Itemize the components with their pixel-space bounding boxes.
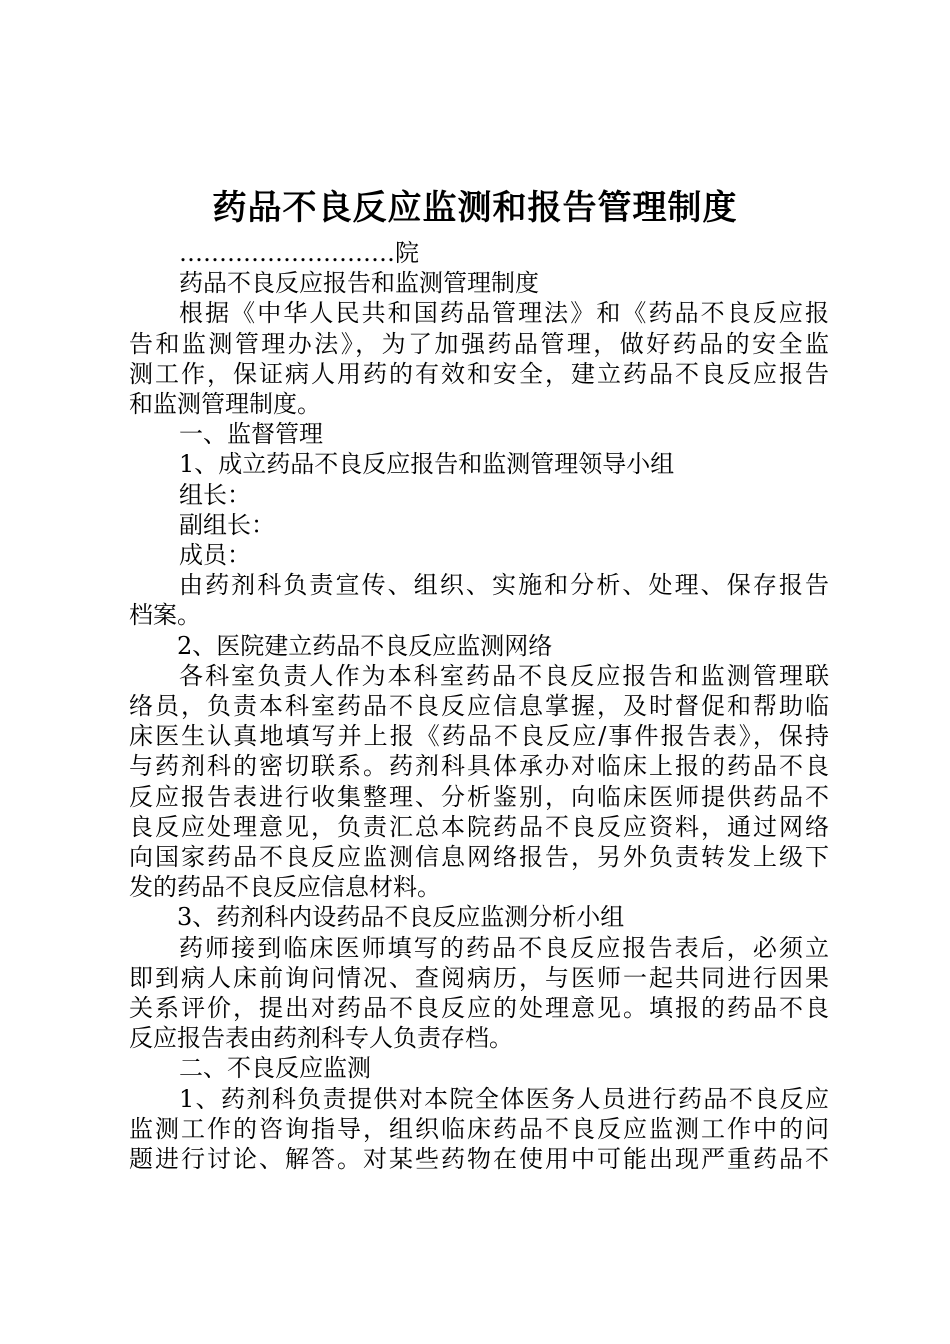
paragraph-line: 络员，负责本科室药品不良反应信息掌握，及时督促和帮助临 xyxy=(129,692,829,721)
paragraph-line: 根据《中华人民共和国药品管理法》和《药品不良反应报 xyxy=(179,299,829,328)
hospital-name-line: ………………………院 xyxy=(179,239,419,267)
paragraph-line: 反应报告表由药剂科专人负责存档。 xyxy=(129,1024,513,1053)
paragraph-line: 和监测管理制度。 xyxy=(129,390,321,419)
subsection-heading: 1、成立药品不良反应报告和监测管理领导小组 xyxy=(179,450,675,479)
paragraph-line: 关系评价，提出对药品不良反应的处理意见。填报的药品不良 xyxy=(129,994,829,1023)
paragraph-line: 档案。 xyxy=(129,601,201,630)
paragraph-line: 题进行讨论、解答。对某些药物在使用中可能出现严重药品不 xyxy=(129,1145,829,1174)
subsection-heading: 2、医院建立药品不良反应监测网络 xyxy=(177,631,553,660)
field-line: 副组长： xyxy=(179,510,275,539)
paragraph-line: 发的药品不良反应信息材料。 xyxy=(129,873,441,902)
paragraph-line: 告和监测管理办法》，为了加强药品管理，做好药品的安全监 xyxy=(129,329,829,358)
section-heading: 一、监督管理 xyxy=(179,420,323,449)
paragraph-line: 1、药剂科负责提供对本院全体医务人员进行药品不良反应 xyxy=(179,1084,829,1113)
section-heading: 二、不良反应监测 xyxy=(179,1054,371,1083)
document-title: 药品不良反应监测和报告管理制度 xyxy=(212,188,738,228)
paragraph-line: 由药剂科负责宣传、组织、实施和分析、处理、保存报告 xyxy=(179,571,829,600)
paragraph-line: 测工作，保证病人用药的有效和安全，建立药品不良反应报告 xyxy=(129,359,829,388)
subsection-heading: 3、药剂科内设药品不良反应监测分析小组 xyxy=(177,903,625,932)
document-body xyxy=(129,238,829,1174)
paragraph-line: 良反应处理意见，负责汇总本院药品不良反应资料，通过网络 xyxy=(129,812,829,841)
paragraph-line: 各科室负责人作为本科室药品不良反应报告和监测管理联 xyxy=(179,661,829,690)
paragraph-line: 向国家药品不良反应监测信息网络报告，另外负责转发上级下 xyxy=(129,843,829,872)
field-line: 组长： xyxy=(179,480,251,509)
field-line: 成员： xyxy=(179,541,251,570)
paragraph-line: 即到病人床前询问情况、查阅病历，与医师一起共同进行因果 xyxy=(129,963,829,992)
paragraph-line: 监测工作的咨询指导，组织临床药品不良反应监测工作中的问 xyxy=(129,1114,829,1143)
paragraph-line: 反应报告表进行收集整理、分析鉴别，向临床医师提供药品不 xyxy=(129,782,829,811)
paragraph-line: 床医生认真地填写并上报《药品不良反应/事件报告表》，保持 xyxy=(129,722,829,751)
paragraph-line: 与药剂科的密切联系。药剂科具体承办对临床上报的药品不良 xyxy=(129,752,829,781)
subtitle-line: 药品不良反应报告和监测管理制度 xyxy=(179,269,539,298)
paragraph-line: 药师接到临床医师填写的药品不良反应报告表后，必须立 xyxy=(179,933,829,962)
